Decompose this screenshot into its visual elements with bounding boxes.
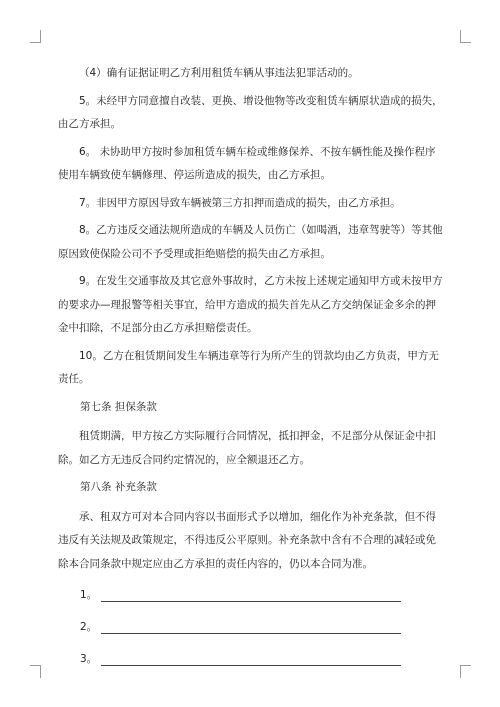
clause-9: 9。在发生交通事故及其它意外事故时，乙方未按上述规定通知甲方或未按甲方的要求办—理报警等相关事宜，给甲方造成的损失首先从乙方交纳保证金多余的押金中扣除，不足部分由乙方承担赔偿责任。 (58, 275, 443, 334)
document-body (58, 62, 444, 676)
clause-6: 6。 未协助甲方按时参加租赁车辆车检或维修保养、不按车辆性能及操作程序使用车辆致使车辆修理、停运所造成的损失，由乙方承担。 (58, 145, 436, 181)
crop-mark-top-left (30, 30, 41, 43)
clause-10: 10。乙方在租赁期间发生车辆违章等行为所产生的罚款均由乙方负责，甲方无责任。 (58, 349, 439, 385)
article-8-body: 承、租双方可对本合同内容以书面形式予以增加，细化作为补充条款，但不得违反有关法规及政策规定，不得违反公平原则。补充条款中含有不合理的减轻或免除本合同条款中规定应由乙方承担的责任内容的，仍以本合同为准。 (58, 510, 436, 570)
crop-mark-bottom-right (460, 665, 471, 678)
clause-5: 5。未经甲方同意擅自改装、更换、增设他物等改变租赁车辆原状造成的损失，由乙方承担。 (58, 94, 443, 130)
blank-underline (101, 587, 401, 602)
article-7-heading: 第七条 担保条款 (80, 400, 157, 413)
supplementary-blank-3 (80, 644, 444, 666)
supplementary-blank-1 (80, 580, 444, 602)
blank-number: 2。 (80, 621, 98, 633)
blank-number: 3。 (80, 653, 98, 665)
supplementary-blank-2 (80, 612, 444, 634)
crop-mark-top-right (460, 30, 471, 43)
blank-underline (101, 651, 401, 666)
crop-mark-bottom-left (30, 665, 41, 678)
clause-7: 7。非因甲方原因导致车辆被第三方扣押而造成的损失，由乙方承担。 (79, 196, 401, 209)
blank-underline (101, 619, 401, 634)
clause-8: 8。乙方违反交通法规所造成的车辆及人员伤亡（如喝酒，违章驾驶等）等其他原因致使保险公司不予受理或拒绝赔偿的损失由乙方承担。 (58, 224, 443, 260)
article-8-heading: 第八条 补充条款 (80, 481, 157, 493)
blank-number: 1。 (80, 589, 98, 601)
clause-4: （4）确有证据证明乙方利用租赁车辆从事违法犯罪活动的。 (79, 67, 359, 79)
article-7-body: 租赁期满，甲方按乙方实际履行合同情况，抵扣押金，不足部分从保证金中扣除。如乙方无违反合同约定情况的，应全额退还乙方。 (58, 430, 436, 466)
